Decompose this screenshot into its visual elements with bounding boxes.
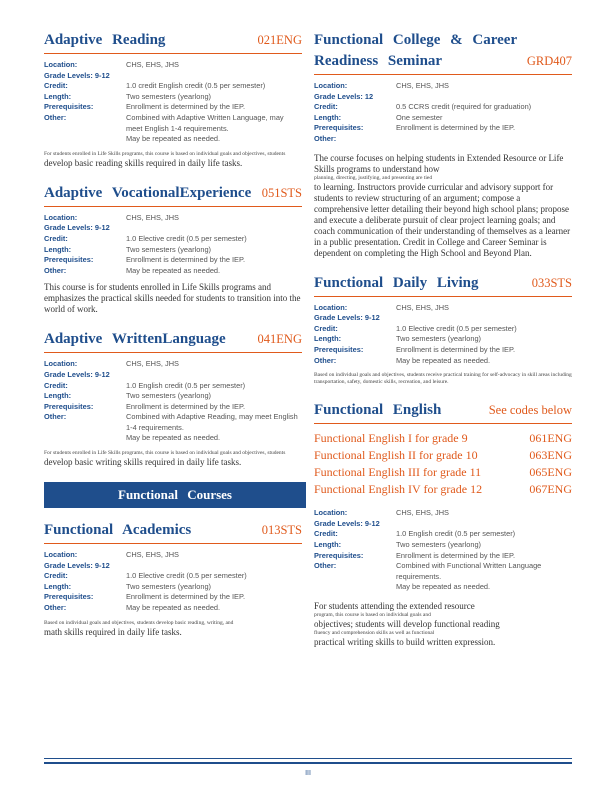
list-item-code: 063ENG [529,448,572,463]
detail-label: Credit: [44,81,68,91]
course-title: Readiness Seminar [314,53,443,69]
page-number: III [305,770,311,777]
detail-label: Location: [44,60,78,69]
detail-label: Length: [44,391,72,401]
detail-value: 1.0 Elective credit (0.5 per semester) [396,323,517,333]
detail-label: Prerequisites: [314,344,364,354]
detail-row [314,582,572,593]
detail-label: Location: [44,550,78,560]
detail-row [44,582,302,593]
course-title-bar [44,183,302,207]
course-code: 041ENG [257,332,302,347]
english-course-list [314,430,572,498]
detail-value: Enrollment is determined by the IEP. [396,123,515,133]
list-item [314,481,572,498]
detail-value: CHS, EHS, JHS [396,302,449,312]
detail-value: May be repeated as needed. [126,433,221,443]
detail-value: 1.0 credit English credit (0.5 per semester) [126,81,266,91]
detail-row [44,370,302,381]
detail-value: Enrollment is determined by the IEP. [126,401,245,411]
detail-label: Grade Levels: 9-12 [44,560,110,570]
course-title-line2 [314,51,572,72]
detail-value: May be repeated as needed. [396,582,491,592]
list-item-code: 061ENG [529,431,572,446]
course-title: Functional Academics [44,522,192,539]
course-title-bar [314,400,572,424]
detail-value: Combined with Functional Written Language requirements. [396,561,542,581]
course-fine-print: fluency and comprehension skills as well as functional [314,629,435,636]
course-functional-academics [44,520,302,638]
course-daily-living [314,273,572,387]
course-details [314,303,572,367]
detail-row [44,60,302,71]
list-item-name: Functional English IV for grade 12 [314,482,483,497]
detail-value: May be repeated as needed. [126,265,221,275]
course-description: This course is for students enrolled in Life Skills programs and emphasizes the practical skills needed for students to transition into the world of work. [44,282,301,315]
detail-label: Prerequisites: [44,255,94,265]
detail-label: Location: [314,302,348,312]
detail-value: CHS, EHS, JHS [396,81,449,90]
detail-row [44,359,302,370]
detail-value: CHS, EHS, JHS [126,60,179,69]
detail-row [44,603,302,614]
detail-value [396,134,572,145]
course-details [44,359,302,444]
list-item-code: 067ENG [529,482,572,497]
detail-value: Two semesters (yearlong) [396,539,482,549]
detail-row [44,213,302,224]
detail-row [44,571,302,582]
detail-label: Location: [44,212,78,222]
footer-rule [44,758,572,764]
course-title-bar [44,30,302,54]
course-college-career [314,30,572,259]
detail-label: Location: [44,359,78,369]
detail-value: 1.0 English credit (0.5 per semester) [396,529,516,539]
course-adaptive-written [44,329,302,468]
list-item-code: 065ENG [529,465,572,480]
course-description: develop basic reading skills required in daily life tasks. [44,157,243,168]
detail-value: May be repeated as needed. [396,355,491,365]
detail-label: Length: [314,539,342,549]
course-title: Adaptive VocationalExperience [44,184,252,201]
detail-value: Two semesters (yearlong) [126,391,212,401]
detail-label: Credit: [44,380,68,390]
course-description: objectives; students will develop functional reading [314,618,500,629]
detail-label: Prerequisites: [314,123,364,133]
detail-row [314,529,572,540]
course-functional-english [314,400,572,648]
detail-row [44,402,302,413]
detail-value: Two semesters (yearlong) [126,244,212,254]
detail-row [44,391,302,402]
course-code: GRD407 [526,54,572,68]
course-description: The course focuses on helping students in Extended Resource or Life Skills programs to understand how [314,152,564,174]
course-details [44,550,302,614]
detail-value: CHS, EHS, JHS [396,508,449,518]
detail-row [44,71,302,82]
detail-value: Enrollment is determined by the IEP. [126,592,245,602]
detail-value: Two semesters (yearlong) [396,334,482,344]
course-fine-print: planning, directing, justifying, and presenting are tied [314,174,433,181]
footer-line [44,758,572,759]
detail-value: Enrollment is determined by the IEP. [396,344,515,354]
course-title-bar [314,30,572,75]
course-details [44,213,302,277]
detail-label: Other: [44,412,67,422]
detail-label: Other: [314,561,337,571]
list-item [314,447,572,464]
detail-value: Two semesters (yearlong) [126,91,212,101]
detail-row [314,113,572,124]
detail-value [396,92,572,103]
detail-value [126,370,302,381]
course-code: See codes below [488,403,572,418]
detail-row [44,102,302,113]
detail-value: Enrollment is determined by the IEP. [126,255,245,265]
detail-label: Grade Levels: 9-12 [44,70,110,80]
course-title: Adaptive WrittenLanguage [44,331,226,348]
detail-value: 1.0 English credit (0.5 per semester) [126,380,246,390]
detail-label: Length: [44,91,72,101]
course-title-bar [44,329,302,353]
course-details [314,508,572,593]
detail-row [314,519,572,530]
detail-value: Two semesters (yearlong) [126,581,212,591]
footer-line [44,762,572,764]
course-fine-print: For students enrolled in Life Skills programs, this course is based on individual goals and objectives, students [44,150,286,157]
detail-row [44,433,302,444]
detail-label: Credit: [44,233,68,243]
course-fine-print: Based on individual goals and objectives, students receive practical training for self-advocacy in skill areas including transportation, safety, domestic skills, recreation, and leisure. [314,372,572,386]
detail-value: Combined with Adaptive Reading, may meet English 1-4 requirements. [126,412,298,432]
course-fine-print: program, this course is based on individual goals and [314,611,431,618]
detail-row [314,508,572,519]
detail-value: 1.0 Elective credit (0.5 per semester) [126,233,247,243]
course-description: to learning. Instructors provide curricular and advisory support for students to review structuring of an argument; compose a comprehensive letter detailing their beyond high school plans; propose and execute a deliberate pursuit of clear project learning goals; and coach communication of their understanding of themselves as a learner in a public presentation. Credit in College and Career Seminar is dependent on completing the High School and Beyond Plan. [314,181,571,258]
detail-label: Other: [314,133,337,143]
list-item-name: Functional English III for grade 11 [314,465,482,480]
detail-label: Grade Levels: 9-12 [44,223,110,233]
detail-row [44,234,302,245]
detail-label: Grade Levels: 9-12 [314,313,380,323]
course-code: 013STS [261,523,302,538]
detail-row [44,381,302,392]
detail-row [44,561,302,572]
detail-label: Length: [314,112,342,122]
detail-row [314,102,572,113]
detail-label: Other: [44,265,67,275]
detail-label: Credit: [314,323,338,333]
detail-value: 0.5 CCRS credit (required for graduation) [396,102,532,112]
detail-value: May be repeated as needed. [126,134,221,144]
detail-label: Prerequisites: [44,102,94,112]
section-banner: Functional Courses [44,482,306,508]
course-title: Adaptive Reading [44,32,166,48]
detail-label: Location: [314,508,348,518]
detail-row [44,412,302,433]
course-title: Functional College & Career [314,32,518,48]
detail-row [44,223,302,234]
detail-label: Length: [44,244,72,254]
list-item-name: Functional English II for grade 10 [314,448,478,463]
detail-value: Enrollment is determined by the IEP. [126,102,245,112]
detail-label [44,134,126,145]
detail-label: Prerequisites: [44,401,94,411]
detail-label: Credit: [44,571,68,581]
course-title: Functional English [314,402,442,419]
course-description: math skills required in daily life tasks. [44,626,182,637]
course-title-bar [314,273,572,297]
course-fine-print: For students enrolled in Life Skills programs, this course is based on individual goals and objectives, students [44,450,286,457]
detail-value [126,223,302,234]
course-title-bar [44,520,302,544]
detail-value: Enrollment is determined by the IEP. [396,550,515,560]
detail-row [314,324,572,335]
list-item-name: Functional English I for grade 9 [314,431,468,446]
course-details [314,81,572,145]
detail-label: Grade Levels: 9-12 [314,518,380,528]
detail-row [314,92,572,103]
course-fine-print: Based on individual goals and objectives, students develop basic reading, writing, and [44,619,234,626]
list-item [314,464,572,481]
course-description: practical writing skills to build written expression. [314,636,496,647]
right-column [314,30,572,662]
detail-label: Prerequisites: [44,592,94,602]
course-description: develop basic writing skills required in daily life tasks. [44,457,242,468]
detail-row [314,561,572,582]
course-adaptive-reading [44,30,302,169]
detail-label: Other: [44,112,67,122]
detail-label: Other: [314,355,337,365]
detail-row [44,550,302,561]
detail-value: CHS, EHS, JHS [126,359,179,369]
detail-row [314,313,572,324]
detail-row [44,255,302,266]
detail-row [314,81,572,92]
detail-label: Length: [314,334,342,344]
course-adaptive-vocational [44,183,302,316]
detail-value: 1.0 Elective credit (0.5 per semester) [126,571,247,581]
detail-value [126,71,302,82]
detail-row [44,134,302,145]
course-code: 051STS [261,185,302,200]
course-title: Functional Daily Living [314,274,479,291]
detail-row [314,345,572,356]
detail-row [44,81,302,92]
detail-value [396,313,572,324]
detail-label: Grade Levels: 12 [314,91,374,101]
detail-value: Combined with Adaptive Written Language, may meet English 1-4 requirements. [126,112,284,133]
detail-label [314,582,396,593]
course-code: 033STS [531,275,572,290]
detail-row [314,134,572,145]
detail-value: CHS, EHS, JHS [126,550,179,560]
detail-value: One semester [396,112,443,122]
detail-row [44,92,302,103]
detail-value [396,519,572,530]
detail-row [44,592,302,603]
detail-label: Credit: [314,529,338,539]
detail-label: Prerequisites: [314,550,364,560]
detail-row [44,113,302,134]
detail-row [314,356,572,367]
list-item [314,430,572,447]
detail-row [44,245,302,256]
course-details [44,60,302,145]
detail-label: Credit: [314,102,338,112]
detail-value: CHS, EHS, JHS [126,212,179,222]
detail-label: Other: [44,603,67,613]
detail-row [314,334,572,345]
detail-label: Grade Levels: 9-12 [44,369,110,379]
detail-value: May be repeated as needed. [126,603,221,613]
course-code: 021ENG [257,33,302,47]
left-column [44,30,302,652]
detail-row [44,266,302,277]
detail-row [314,551,572,562]
detail-label: Location: [314,81,348,90]
detail-row [314,303,572,314]
detail-value [126,561,302,572]
course-description: For students attending the extended resource [314,600,475,611]
detail-label: Length: [44,581,72,591]
detail-row [314,540,572,551]
detail-label [44,433,126,444]
detail-row [314,123,572,134]
